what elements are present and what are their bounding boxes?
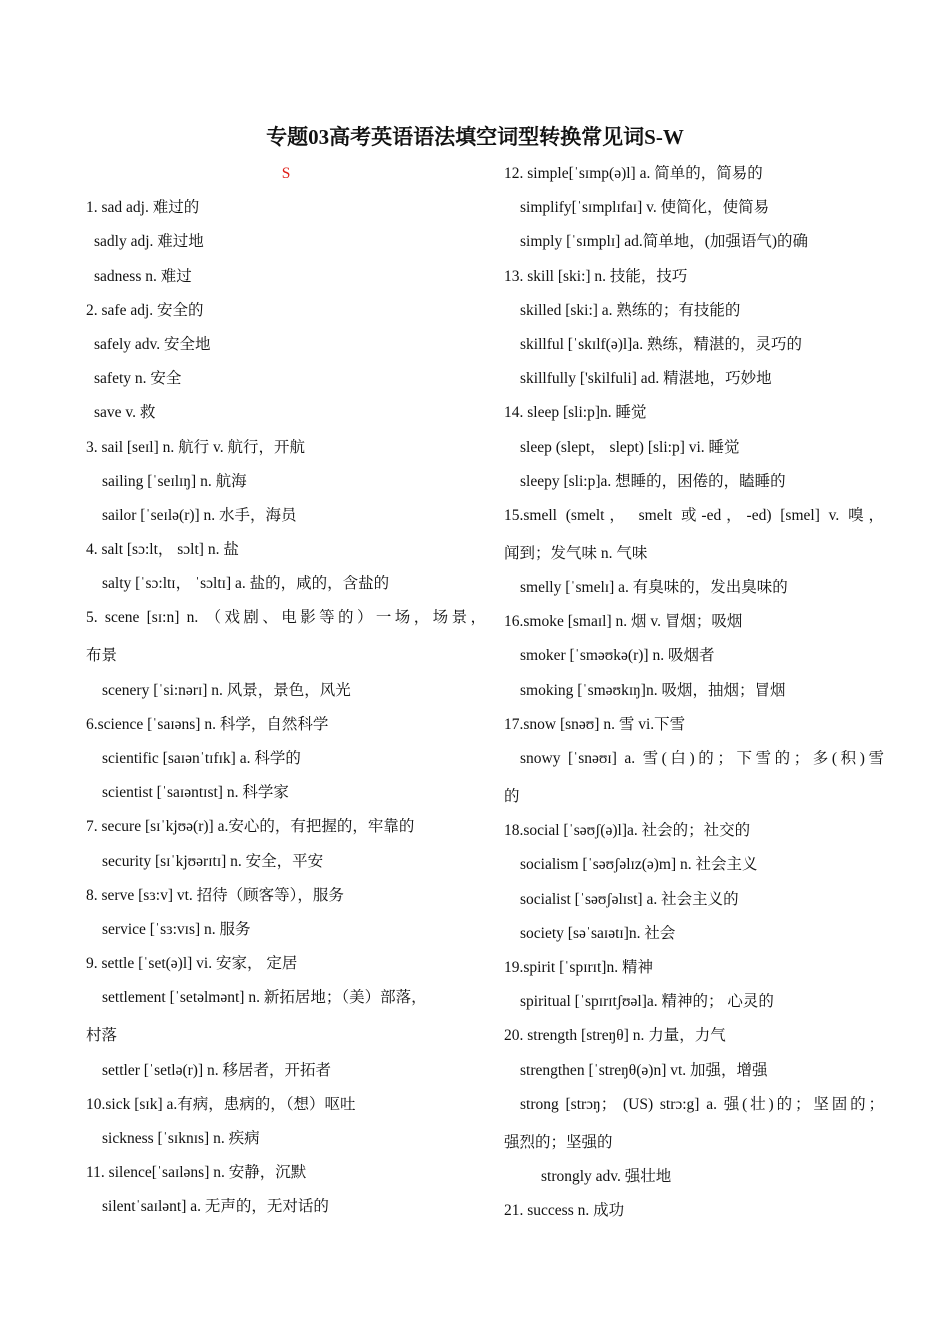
vocab-line: strengthen [ˈstreŋθ(ə)n] vt. 加强，增强 [520,1061,768,1079]
vocab-line: scientist [ˈsaɪəntɪst] n. 科学家 [102,784,289,802]
vocab-line: simplify[ˈsɪmplɪfaɪ] v. 使简化，使简易 [520,199,770,217]
vocab-line: settler [ˈsetlə(r)] n. 移居者，开拓者 [102,1061,331,1079]
vocab-line: 13. skill [ski:] n. 技能，技巧 [504,267,688,285]
vocab-line: skillfully ['skilfuli] ad. 精湛地，巧妙地 [520,370,772,388]
vocab-line: 20. strength [streŋθ] n. 力量，力气 [504,1027,726,1045]
vocab-line: spiritual [ˈspɪrɪtʃʊəl]a. 精神的； 心灵的 [520,993,774,1011]
vocab-line: snowy [ˈsnəʊɪ] a. 雪(白)的；下雪的；多(积)雪 [520,750,884,767]
vocab-line: security [sɪˈkjʊərɪtɪ] n. 安全，平安 [102,852,324,870]
vocab-line: 10.sick [sɪk] a.有病，患病的，（想）呕吐 [86,1095,356,1113]
vocab-line: 8. serve [sɜ:v] vt. 招待（顾客等），服务 [86,886,344,904]
vocab-line: 布景 [86,647,118,665]
vocab-line: 强烈的；坚强的 [504,1133,613,1151]
vocab-line: socialism [ˈsəʊʃəlɪz(ə)m] n. 社会主义 [520,856,758,874]
vocab-line: 5. scene [sɪ:n] n. （戏剧、电影等的）一场，场景， [86,609,486,627]
vocab-line: 村落 [86,1027,118,1045]
vocab-line: service [ˈsɜ:vɪs] n. 服务 [102,920,251,938]
vocab-line: 3. sail [seɪl] n. 航行 v. 航行，开航 [86,438,305,456]
vocab-line: scenery [ˈsi:nərɪ] n. 风景，景色，风光 [102,681,351,699]
vocab-line: 6.science [ˈsaɪəns] n. 科学，自然科学 [86,715,329,733]
vocab-line: 14. sleep [sli:p]n. 睡觉 [504,404,647,422]
vocab-line: smelly [ˈsmelɪ] a. 有臭味的，发出臭味的 [520,579,788,597]
vocab-line: smoking [ˈsməʊkɪŋ]n. 吸烟，抽烟；冒烟 [520,681,786,699]
vocab-line: 2. safe adj. 安全的 [86,301,204,319]
vocab-line: sailing [ˈseɪlɪŋ] n. 航海 [102,472,247,490]
vocab-line: scientific [saɪənˈtɪfɪk] a. 科学的 [102,750,301,767]
vocab-line: sadness n. 难过 [94,267,192,285]
vocab-line: safety n. 安全 [94,370,182,388]
left-column [86,157,486,1224]
page-title: 专题03高考英语语法填空词型转换常见词S-W [266,125,684,149]
vocab-line: save v. 救 [94,404,156,422]
vocab-line: salty [ˈsɔ:ltɪ， ˈsɔltɪ] a. 盐的，咸的，含盐的 [102,575,390,593]
vocab-line: strong [strɔŋ； (US) strɔ:g] a. 强(壮)的；坚固的； [520,1095,884,1113]
vocab-line: 7. secure [sɪˈkjʊə(r)] a.安心的，有把握的，牢靠的 [86,818,415,836]
vocab-line: sickness [ˈsɪknɪs] n. 疾病 [102,1129,260,1147]
vocab-line: simply [ˈsɪmplɪ] ad.简单地，(加强语气)的确 [520,233,809,251]
vocab-line: 17.snow [snəʊ] n. 雪 vi.下雪 [504,715,686,733]
vocab-line: socialist [ˈsəʊʃəlɪst] a. 社会主义的 [520,890,739,908]
vocab-line: 4. salt [sɔ:lt， sɔlt] n. 盐 [86,541,239,559]
vocab-line: 19.spirit [ˈspɪrɪt]n. 精神 [504,958,653,976]
vocab-line: 11. silence[ˈsaɪləns] n. 安静，沉默 [86,1164,307,1182]
vocab-line: strongly adv. 强壮地 [541,1167,672,1185]
vocab-line: settlement [ˈsetəlmənt] n. 新拓居地；（美）部落， [102,989,427,1007]
right-column [504,157,884,1228]
vocab-line: skilled [ski:] a. 熟练的；有技能的 [520,301,741,319]
vocab-line: society [səˈsaɪətɪ]n. 社会 [520,924,676,942]
vocab-line: 闻到；发气味 n. 气味 [504,544,648,562]
vocab-line: sleepy [sli:p]a. 想睡的，困倦的，瞌睡的 [520,472,786,490]
vocab-line: smoker [ˈsməʊkə(r)] n. 吸烟者 [520,647,715,665]
vocab-line: 12. simple[ˈsɪmp(ə)l] a. 简单的，简易的 [504,165,763,182]
vocab-line: 16.smoke [smaɪl] n. 烟 v. 冒烟；吸烟 [504,613,743,631]
vocab-line: sailor [ˈseɪlə(r)] n. 水手，海员 [102,506,297,524]
vocab-line: 的 [504,788,520,805]
section-letter: S [281,165,291,182]
vocab-line: silentˈsaɪlənt] a. 无声的，无对话的 [102,1198,329,1216]
vocab-line: 18.social [ˈsəʊʃ(ə)l]a. 社会的；社交的 [504,822,751,840]
vocab-line: sleep (slept， slept) [sli:p] vi. 睡觉 [520,438,740,456]
vocab-line: 1. sad adj. 难过的 [86,199,200,217]
vocab-line: 21. success n. 成功 [504,1202,625,1220]
vocab-line: skillful [ˈskɪlf(ə)l]a. 熟练，精湛的，灵巧的 [520,335,802,353]
vocab-line: safely adv. 安全地 [94,335,211,353]
vocab-line: 9. settle [ˈset(ə)l] vi. 安家， 定居 [86,955,298,973]
vocab-line: 15.smell (smelt， smelt 或-ed，-ed) [smel] v. 嗅， [504,506,884,524]
vocab-line: sadly adj. 难过地 [94,233,204,251]
